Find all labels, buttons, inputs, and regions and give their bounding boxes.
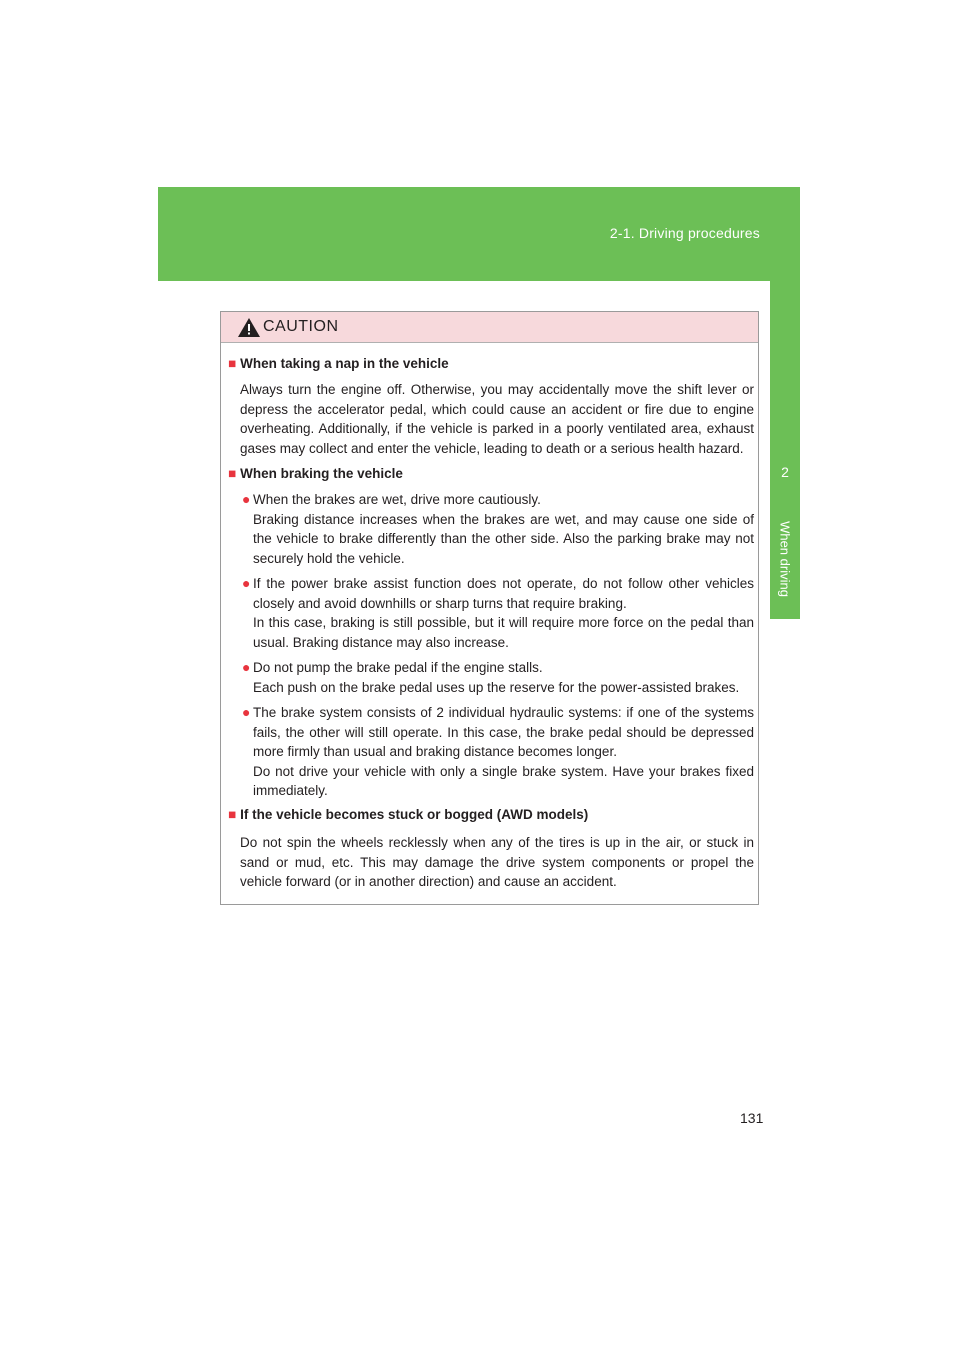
bullet-lead: Do not pump the brake pedal if the engine stalls. [253, 660, 543, 675]
section-heading [228, 356, 449, 371]
square-bullet-icon: ■ [228, 356, 237, 371]
caution-box [220, 311, 759, 905]
square-bullet-icon: ■ [228, 807, 237, 822]
bullet-body: Each push on the brake pedal uses up the reserve for the power-assisted brakes. [253, 679, 740, 695]
section-heading-text: When taking a nap in the vehicle [240, 356, 449, 371]
bullet-body: Braking distance increases when the brakes are wet, and may cause one side of the vehicle to brake differently than the other side. Also the parking brake may not securely hold the vehicle. [253, 511, 754, 566]
bullet-lead: When the brakes are wet, drive more cautiously. [253, 492, 541, 507]
round-bullet-icon: ● [242, 704, 251, 720]
bullet-lead: The brake system consists of 2 individual hydraulic systems: if one of the systems fails, the other will still operate. In this case, the brake pedal should be depressed more firmly than usual and braking distance becomes longer. [253, 705, 754, 759]
section-heading-text: If the vehicle becomes stuck or bogged (AWD models) [240, 807, 589, 822]
caution-title: CAUTION [263, 318, 339, 335]
round-bullet-icon: ● [242, 491, 251, 507]
bullet-body: Do not drive your vehicle with only a single brake system. Have your brakes fixed immediately. [253, 763, 754, 798]
round-bullet-icon: ● [242, 659, 251, 675]
bullet-item [253, 490, 754, 568]
section-title: 2-1. Driving procedures [609, 225, 760, 241]
bullet-lead: If the power brake assist function does not operate, do not follow other vehicles closely and avoid downhills or sharp turns that require braking. [253, 576, 754, 611]
bullet-item [253, 703, 754, 801]
bullet-item [253, 658, 754, 697]
round-bullet-icon: ● [242, 575, 251, 591]
section-paragraph: Always turn the engine off. Otherwise, you may accidentally move the shift lever or depress the accelerator pedal, which could cause an accident or fire due to engine overheating. Additionally, if the vehicle is parked in a poorly ventilated area, exhaust gases may collect and enter the vehicle, leading to death or a serious health hazard. [240, 382, 754, 456]
warning-triangle-icon [238, 318, 260, 337]
section-heading-text: When braking the vehicle [240, 466, 403, 481]
square-bullet-icon: ■ [228, 466, 237, 481]
chapter-side-tab [770, 281, 800, 619]
header-band [158, 187, 800, 281]
section-heading [228, 807, 588, 822]
section-paragraph: Do not spin the wheels recklessly when any of the tires is up in the air, or stuck in sand or mud, etc. This may damage the drive system components or propel the vehicle forward (or in another direction) and cause an accident. [240, 835, 754, 889]
caution-header [221, 312, 758, 343]
chapter-label: When driving [777, 521, 793, 597]
bullet-item [253, 574, 754, 652]
chapter-number: 2 [781, 464, 789, 480]
bullet-body: In this case, braking is still possible, but it will require more force on the pedal than usual. Braking distance may also increase. [253, 615, 754, 650]
section-heading [228, 466, 403, 481]
page-number: 131 [740, 1110, 764, 1126]
